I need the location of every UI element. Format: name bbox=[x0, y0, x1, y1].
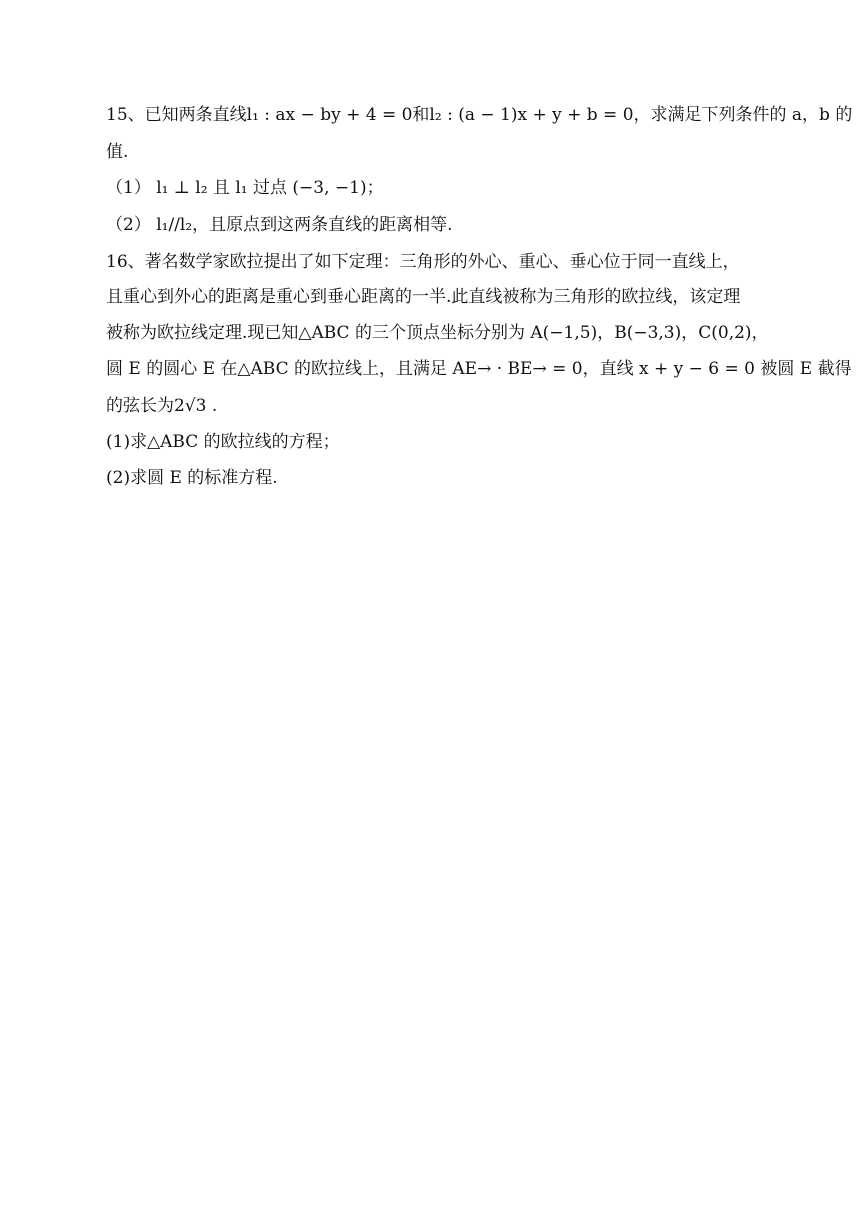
problem-15-condition-2: （2） l₁//l₂，且原点到这两条直线的距离相等. bbox=[106, 215, 453, 235]
problem-16-subquestion-2: (2)求圆 E 的标准方程. bbox=[106, 468, 278, 488]
problem-15-condition-1: （1） l₁ ⊥ l₂ 且 l₁ 过点 (−3, −1)； bbox=[106, 178, 384, 198]
problem-16-line-1: 16、著名数学家欧拉提出了如下定理：三角形的外心、重心、垂心位于同一直线上， bbox=[106, 252, 740, 272]
problem-15-line-1: 15、已知两条直线l₁ : ax − by + 4 = 0和l₂ : (a − 1)x + y + b = 0，求满足下列条件的 a，b 的 bbox=[106, 105, 853, 125]
problem-16-line-4: 圆 E 的圆心 E 在△ABC 的欧拉线上，且满足 AE→ · BE→ = 0，直线 x + y − 6 = 0 被圆 E 截得 bbox=[106, 359, 852, 379]
problem-16-subquestion-1: (1)求△ABC 的欧拉线的方程； bbox=[106, 432, 340, 452]
problem-16-line-5: 的弦长为2√3 . bbox=[106, 396, 218, 416]
problem-16-line-2: 且重心到外心的距离是重心到垂心距离的一半.此直线被称为三角形的欧拉线，该定理 bbox=[106, 287, 741, 307]
problem-15-line-2: 值. bbox=[106, 142, 129, 162]
problem-16-line-3: 被称为欧拉线定理.现已知△ABC 的三个顶点坐标分别为 A(−1,5)，B(−3,3)，C(0,2)， bbox=[106, 323, 769, 343]
